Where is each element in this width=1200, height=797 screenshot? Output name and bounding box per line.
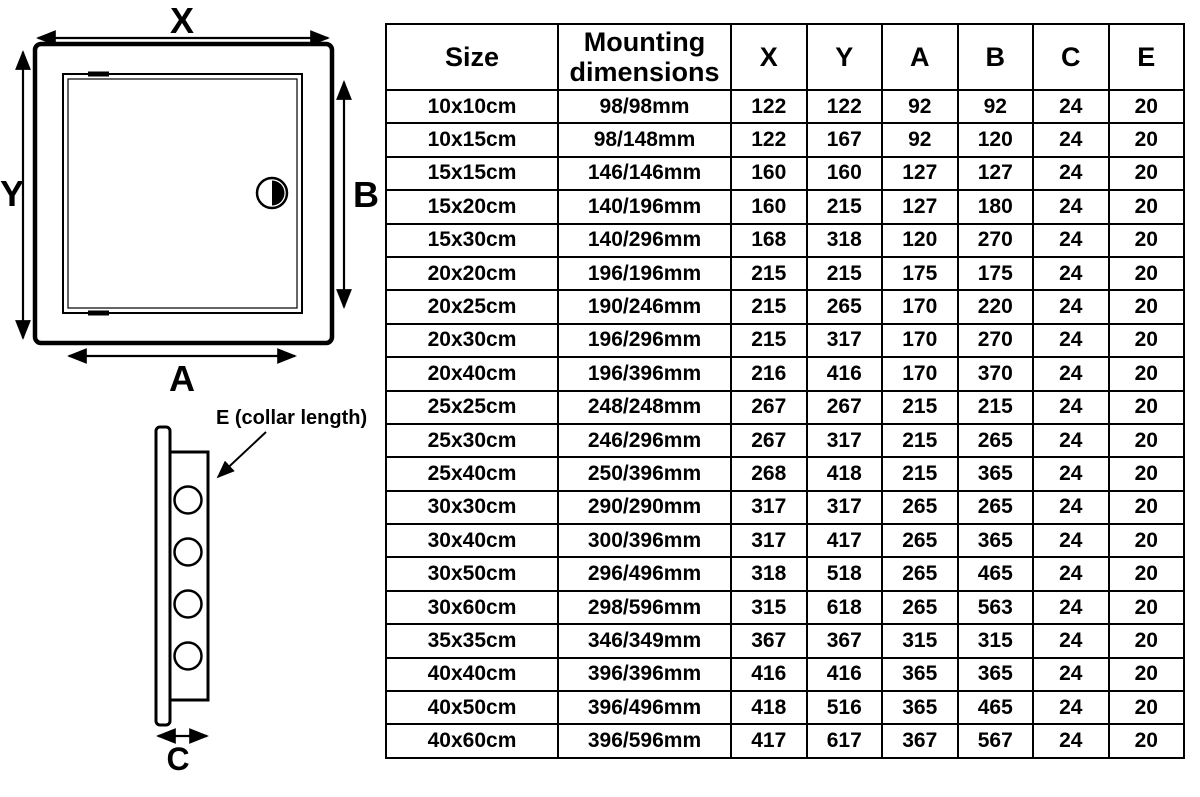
- table-cell: 300/396mm: [558, 524, 731, 557]
- table-cell: 365: [958, 524, 1034, 557]
- table-cell: 25x40cm: [386, 457, 558, 490]
- table-row: [386, 224, 1184, 257]
- table-cell: 265: [882, 491, 958, 524]
- table-cell: 20: [1109, 424, 1185, 457]
- table-cell: 20: [1109, 257, 1185, 290]
- col-header-a: A: [882, 24, 958, 90]
- hinge-mark-bottom: [88, 311, 109, 316]
- table-cell: 20: [1109, 157, 1185, 190]
- table-cell: 270: [958, 324, 1034, 357]
- table-row: [386, 524, 1184, 557]
- table-cell: 120: [882, 224, 958, 257]
- dimension-label-c: C: [166, 741, 190, 777]
- table-row: [386, 491, 1184, 524]
- table-row: [386, 90, 1184, 123]
- table-row: [386, 557, 1184, 590]
- table-row: [386, 591, 1184, 624]
- table-cell: 40x40cm: [386, 658, 558, 691]
- table-cell: 24: [1033, 391, 1109, 424]
- table-cell: 30x60cm: [386, 591, 558, 624]
- table-cell: 30x40cm: [386, 524, 558, 557]
- table-cell: 20: [1109, 324, 1185, 357]
- table-cell: 170: [882, 324, 958, 357]
- table-cell: 15x30cm: [386, 224, 558, 257]
- table-cell: 416: [731, 658, 807, 691]
- table-cell: 367: [882, 724, 958, 757]
- table-cell: 617: [807, 724, 883, 757]
- table-cell: 346/349mm: [558, 624, 731, 657]
- table-cell: 24: [1033, 123, 1109, 156]
- table-row: [386, 624, 1184, 657]
- table-cell: 127: [958, 157, 1034, 190]
- table-cell: 267: [807, 391, 883, 424]
- access-panel-diagram: [0, 0, 385, 797]
- table-cell: 317: [731, 491, 807, 524]
- table-cell: 122: [731, 123, 807, 156]
- table-cell: 196/296mm: [558, 324, 731, 357]
- table-cell: 146/146mm: [558, 157, 731, 190]
- table-cell: 24: [1033, 624, 1109, 657]
- dimension-label-x: X: [169, 0, 195, 41]
- table-cell: 418: [731, 691, 807, 724]
- table-cell: 20: [1109, 591, 1185, 624]
- collar-hole-4: [175, 643, 202, 670]
- table-cell: 20: [1109, 724, 1185, 757]
- table-cell: 160: [731, 157, 807, 190]
- table-cell: 20: [1109, 224, 1185, 257]
- collar-length-label: E (collar length): [216, 407, 368, 429]
- table-row: [386, 724, 1184, 757]
- table-cell: 315: [731, 591, 807, 624]
- collar-hole-3: [175, 591, 202, 618]
- table-cell: 220: [958, 290, 1034, 323]
- table-cell: 618: [807, 591, 883, 624]
- table-cell: 215: [882, 457, 958, 490]
- table-cell: 24: [1033, 90, 1109, 123]
- dimensions-table-body: [386, 90, 1184, 758]
- table-cell: 265: [958, 491, 1034, 524]
- table-cell: 20: [1109, 491, 1185, 524]
- table-cell: 20: [1109, 624, 1185, 657]
- table-cell: 215: [731, 324, 807, 357]
- table-cell: 196/396mm: [558, 357, 731, 390]
- table-cell: 370: [958, 357, 1034, 390]
- table-cell: 24: [1033, 224, 1109, 257]
- table-cell: 367: [807, 624, 883, 657]
- table-cell: 267: [731, 391, 807, 424]
- table-cell: 298/596mm: [558, 591, 731, 624]
- table-cell: 30x50cm: [386, 557, 558, 590]
- table-cell: 215: [731, 257, 807, 290]
- dimensions-table: [385, 23, 1185, 759]
- table-cell: 24: [1033, 557, 1109, 590]
- table-cell: 24: [1033, 190, 1109, 223]
- table-row: [386, 123, 1184, 156]
- table-cell: 318: [731, 557, 807, 590]
- table-cell: 15x20cm: [386, 190, 558, 223]
- hinge-mark-top: [88, 72, 109, 77]
- table-cell: 170: [882, 290, 958, 323]
- table-cell: 20: [1109, 524, 1185, 557]
- table-row: [386, 658, 1184, 691]
- table-cell: 317: [807, 324, 883, 357]
- table-cell: 24: [1033, 257, 1109, 290]
- table-cell: 265: [882, 591, 958, 624]
- table-cell: 30x30cm: [386, 491, 558, 524]
- table-cell: 365: [882, 658, 958, 691]
- dimension-label-b: B: [353, 174, 379, 215]
- table-cell: 20: [1109, 557, 1185, 590]
- table-cell: 563: [958, 591, 1034, 624]
- table-cell: 140/296mm: [558, 224, 731, 257]
- table-row: [386, 424, 1184, 457]
- table-cell: 215: [958, 391, 1034, 424]
- table-cell: 40x50cm: [386, 691, 558, 724]
- table-row: [386, 190, 1184, 223]
- table-cell: 122: [807, 90, 883, 123]
- table-cell: 24: [1033, 324, 1109, 357]
- table-row: [386, 257, 1184, 290]
- table-cell: 417: [807, 524, 883, 557]
- table-cell: 416: [807, 658, 883, 691]
- table-cell: 267: [731, 424, 807, 457]
- table-cell: 215: [731, 290, 807, 323]
- table-cell: 20: [1109, 391, 1185, 424]
- table-cell: 122: [731, 90, 807, 123]
- table-cell: 180: [958, 190, 1034, 223]
- table-cell: 265: [882, 557, 958, 590]
- table-cell: 248/248mm: [558, 391, 731, 424]
- collar-pointer-arrow: [218, 432, 266, 477]
- table-cell: 265: [807, 290, 883, 323]
- table-cell: 127: [882, 190, 958, 223]
- table-cell: 518: [807, 557, 883, 590]
- table-cell: 24: [1033, 157, 1109, 190]
- table-cell: 215: [807, 190, 883, 223]
- table-cell: 24: [1033, 524, 1109, 557]
- table-cell: 215: [882, 391, 958, 424]
- table-cell: 418: [807, 457, 883, 490]
- table-cell: 318: [807, 224, 883, 257]
- col-header-mounting-dimensions: Mounting dimensions: [558, 24, 731, 90]
- table-cell: 20: [1109, 658, 1185, 691]
- collar-hole-1: [175, 487, 202, 514]
- table-cell: 98/98mm: [558, 90, 731, 123]
- table-cell: 190/246mm: [558, 290, 731, 323]
- table-cell: 317: [807, 424, 883, 457]
- table-cell: 516: [807, 691, 883, 724]
- table-cell: 160: [731, 190, 807, 223]
- table-row: [386, 691, 1184, 724]
- table-cell: 24: [1033, 691, 1109, 724]
- table-cell: 10x10cm: [386, 90, 558, 123]
- table-cell: 20: [1109, 691, 1185, 724]
- table-cell: 396/596mm: [558, 724, 731, 757]
- table-cell: 24: [1033, 724, 1109, 757]
- table-cell: 24: [1033, 457, 1109, 490]
- table-cell: 317: [807, 491, 883, 524]
- table-cell: 24: [1033, 591, 1109, 624]
- table-row: [386, 391, 1184, 424]
- table-cell: 396/396mm: [558, 658, 731, 691]
- table-cell: 24: [1033, 491, 1109, 524]
- table-cell: 246/296mm: [558, 424, 731, 457]
- table-cell: 215: [807, 257, 883, 290]
- table-cell: 215: [882, 424, 958, 457]
- col-header-c: C: [1033, 24, 1109, 90]
- collar-hole-2: [175, 539, 202, 566]
- table-row: [386, 357, 1184, 390]
- table-cell: 20x20cm: [386, 257, 558, 290]
- table-cell: 92: [882, 90, 958, 123]
- table-cell: 98/148mm: [558, 123, 731, 156]
- col-header-size: Size: [386, 24, 558, 90]
- table-cell: 367: [731, 624, 807, 657]
- table-cell: 40x60cm: [386, 724, 558, 757]
- table-cell: 396/496mm: [558, 691, 731, 724]
- table-cell: 416: [807, 357, 883, 390]
- table-cell: 216: [731, 357, 807, 390]
- table-cell: 365: [958, 457, 1034, 490]
- table-cell: 317: [731, 524, 807, 557]
- col-header-y: Y: [807, 24, 883, 90]
- table-cell: 20x25cm: [386, 290, 558, 323]
- table-cell: 24: [1033, 658, 1109, 691]
- table-cell: 465: [958, 557, 1034, 590]
- table-cell: 20x40cm: [386, 357, 558, 390]
- table-cell: 160: [807, 157, 883, 190]
- table-cell: 168: [731, 224, 807, 257]
- table-cell: 127: [882, 157, 958, 190]
- table-cell: 265: [882, 524, 958, 557]
- table-cell: 25x25cm: [386, 391, 558, 424]
- table-row: [386, 157, 1184, 190]
- col-header-b: B: [958, 24, 1034, 90]
- table-cell: 35x35cm: [386, 624, 558, 657]
- table-cell: 20: [1109, 290, 1185, 323]
- table-cell: 24: [1033, 290, 1109, 323]
- table-cell: 250/396mm: [558, 457, 731, 490]
- table-cell: 92: [882, 123, 958, 156]
- table-cell: 170: [882, 357, 958, 390]
- table-cell: 196/196mm: [558, 257, 731, 290]
- table-cell: 92: [958, 90, 1034, 123]
- table-cell: 365: [958, 658, 1034, 691]
- table-cell: 175: [882, 257, 958, 290]
- side-view-face-plate: [156, 427, 170, 725]
- table-cell: 175: [958, 257, 1034, 290]
- table-header-row: [386, 24, 1184, 90]
- table-cell: 20x30cm: [386, 324, 558, 357]
- dimension-label-y: Y: [0, 173, 25, 214]
- table-cell: 167: [807, 123, 883, 156]
- table-cell: 20: [1109, 90, 1185, 123]
- table-cell: 20: [1109, 357, 1185, 390]
- table-cell: 20: [1109, 190, 1185, 223]
- table-cell: 24: [1033, 424, 1109, 457]
- table-cell: 315: [882, 624, 958, 657]
- table-cell: 265: [958, 424, 1034, 457]
- table-cell: 25x30cm: [386, 424, 558, 457]
- table-cell: 140/196mm: [558, 190, 731, 223]
- table-cell: 365: [882, 691, 958, 724]
- table-row: [386, 290, 1184, 323]
- table-cell: 20: [1109, 123, 1185, 156]
- table-cell: 465: [958, 691, 1034, 724]
- dimension-label-a: A: [169, 358, 195, 399]
- table-cell: 268: [731, 457, 807, 490]
- table-cell: 120: [958, 123, 1034, 156]
- col-header-x: X: [731, 24, 807, 90]
- table-cell: 417: [731, 724, 807, 757]
- table-cell: 20: [1109, 457, 1185, 490]
- table-cell: 10x15cm: [386, 123, 558, 156]
- table-cell: 315: [958, 624, 1034, 657]
- table-row: [386, 324, 1184, 357]
- table-cell: 290/290mm: [558, 491, 731, 524]
- table-cell: 24: [1033, 357, 1109, 390]
- table-row: [386, 457, 1184, 490]
- table-cell: 15x15cm: [386, 157, 558, 190]
- table-cell: 270: [958, 224, 1034, 257]
- table-cell: 567: [958, 724, 1034, 757]
- col-header-e: E: [1109, 24, 1185, 90]
- table-cell: 296/496mm: [558, 557, 731, 590]
